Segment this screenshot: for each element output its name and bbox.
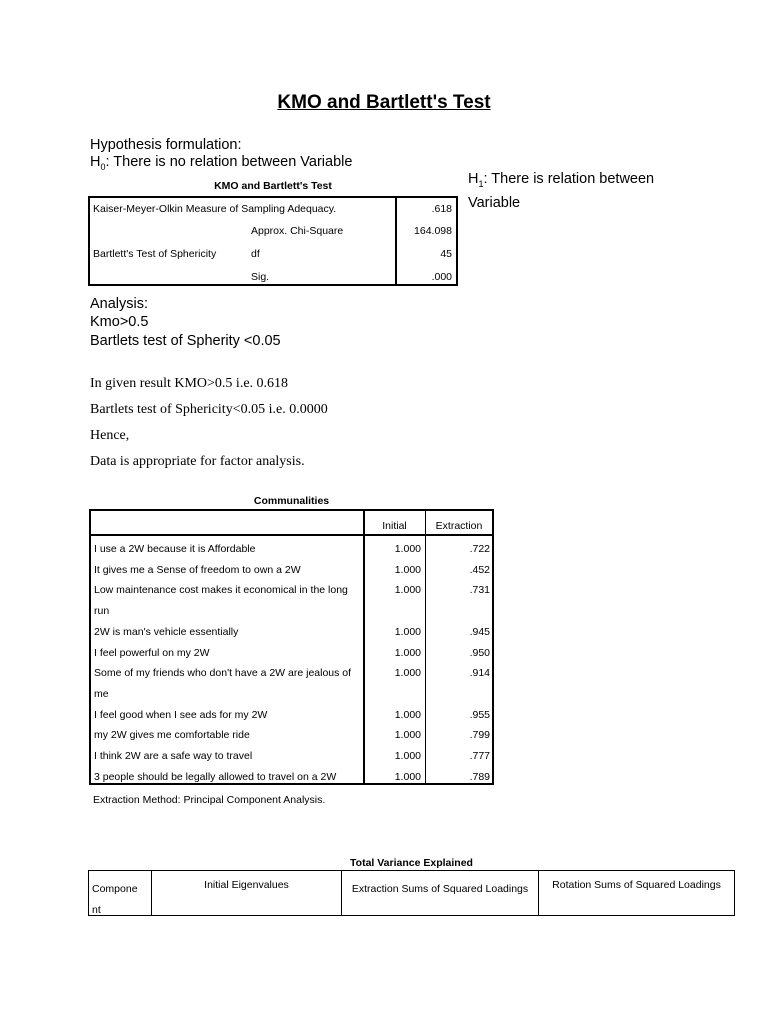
chi-square-label: Approx. Chi-Square <box>251 225 344 237</box>
row-label: I use a 2W because it is Affordable <box>94 543 256 555</box>
h1-text: : There is relation between Variable <box>468 171 655 211</box>
row-label: 3 people should be legally allowed to travel on a 2W <box>94 770 337 783</box>
row-extraction: .799 <box>469 729 490 742</box>
table-row <box>91 580 492 621</box>
analysis-line-1: Kmo>0.5 <box>90 314 149 330</box>
row-initial: 1.000 <box>394 543 421 555</box>
row-initial: 1.000 <box>394 584 421 597</box>
conclusion-line-2: Bartlets test of Sphericity<0.05 i.e. 0.0000 <box>90 402 328 417</box>
row-label: I think 2W are a safe way to travel <box>94 750 253 762</box>
row-extraction: .777 <box>469 750 490 762</box>
h0-statement <box>90 153 352 177</box>
row-label: It gives me a Sense of freedom to own a 2W <box>94 563 301 576</box>
row-initial: 1.000 <box>394 667 421 680</box>
conclusion-line-1: In given result KMO>0.5 i.e. 0.618 <box>90 376 289 391</box>
variance-divider-3 <box>538 871 539 915</box>
row-extraction: .945 <box>469 625 490 638</box>
communalities-header-rule <box>91 534 492 536</box>
h1-subscript: 1 <box>478 178 484 189</box>
row-extraction: .914 <box>469 667 490 680</box>
row-extraction: .950 <box>469 646 490 659</box>
sig-value: .000 <box>431 271 452 283</box>
col-initial-eigen-header: Initial Eigenvalues <box>204 879 289 891</box>
row-initial: 1.000 <box>394 646 421 659</box>
row-initial: 1.000 <box>394 770 421 783</box>
variance-divider-1 <box>151 871 152 915</box>
analysis-line-2: Bartlets test of Spherity <0.05 <box>90 333 281 349</box>
row-initial: 1.000 <box>394 625 421 638</box>
table-row <box>91 643 492 664</box>
h0-text: : There is no relation between Variable <box>105 154 353 170</box>
communalities-footnote: Extraction Method: Principal Component Analysis. <box>93 794 326 806</box>
row-label: I feel good when I see ads for my 2W <box>94 708 268 721</box>
table-row <box>91 767 492 788</box>
col-extraction-sums-header: Extraction Sums of Squared Loadings <box>351 883 529 895</box>
row-extraction: .955 <box>469 708 490 721</box>
variance-table <box>88 870 735 916</box>
row-initial: 1.000 <box>394 750 421 762</box>
table-row <box>91 746 492 767</box>
row-label: 2W is man's vehicle essentially <box>94 625 239 638</box>
communalities-table <box>89 509 494 785</box>
kmo-table <box>88 196 458 286</box>
communalities-caption: Communalities <box>253 495 330 507</box>
col-component-header: Compone nt <box>92 883 138 916</box>
df-value: 45 <box>440 248 452 260</box>
row-label: Some of my friends who don't have a 2W are jealous of me <box>94 667 352 700</box>
col-extraction-header: Extraction <box>435 520 483 532</box>
kmo-table-caption: KMO and Bartlett's Test <box>214 180 332 192</box>
df-label: df <box>251 248 260 260</box>
h0-subscript: 0 <box>100 161 106 172</box>
table-row <box>91 560 492 581</box>
analysis-heading: Analysis: <box>90 296 149 312</box>
row-initial: 1.000 <box>394 563 421 576</box>
row-extraction: .731 <box>469 584 490 597</box>
page-title: KMO and Bartlett's Test <box>277 92 491 113</box>
kmo-table-divider <box>395 198 397 284</box>
h1-statement <box>468 170 683 213</box>
bartlett-label: Bartlett's Test of Sphericity <box>93 248 217 260</box>
row-initial: 1.000 <box>394 729 421 742</box>
row-label: my 2W gives me comfortable ride <box>94 729 250 742</box>
conclusion-line-4: Data is appropriate for factor analysis. <box>90 454 305 469</box>
col-rotation-sums-header: Rotation Sums of Squared Loadings <box>552 879 721 891</box>
table-row <box>91 705 492 726</box>
kmo-measure-value: .618 <box>431 203 452 215</box>
table-row <box>91 622 492 643</box>
table-row <box>91 539 492 560</box>
row-extraction: .452 <box>469 563 490 576</box>
col-initial-header: Initial <box>382 520 407 532</box>
table-row <box>91 725 492 746</box>
sig-label: Sig. <box>251 271 270 283</box>
chi-square-value: 164.098 <box>414 225 452 237</box>
row-label: I feel powerful on my 2W <box>94 646 210 659</box>
row-initial: 1.000 <box>394 708 421 721</box>
variance-table-caption: Total Variance Explained <box>350 857 473 869</box>
h1-label: H <box>468 171 479 187</box>
h0-label: H <box>90 154 101 170</box>
row-label: Low maintenance cost makes it economical in the long run <box>94 584 348 618</box>
row-extraction: .722 <box>469 543 490 555</box>
hypothesis-heading: Hypothesis formulation: <box>90 137 242 153</box>
conclusion-line-3: Hence, <box>90 428 130 443</box>
kmo-measure-label: Kaiser-Meyer-Olkin Measure of Sampling Adequacy. <box>93 203 337 215</box>
table-row <box>91 663 492 704</box>
row-extraction: .789 <box>469 770 490 783</box>
